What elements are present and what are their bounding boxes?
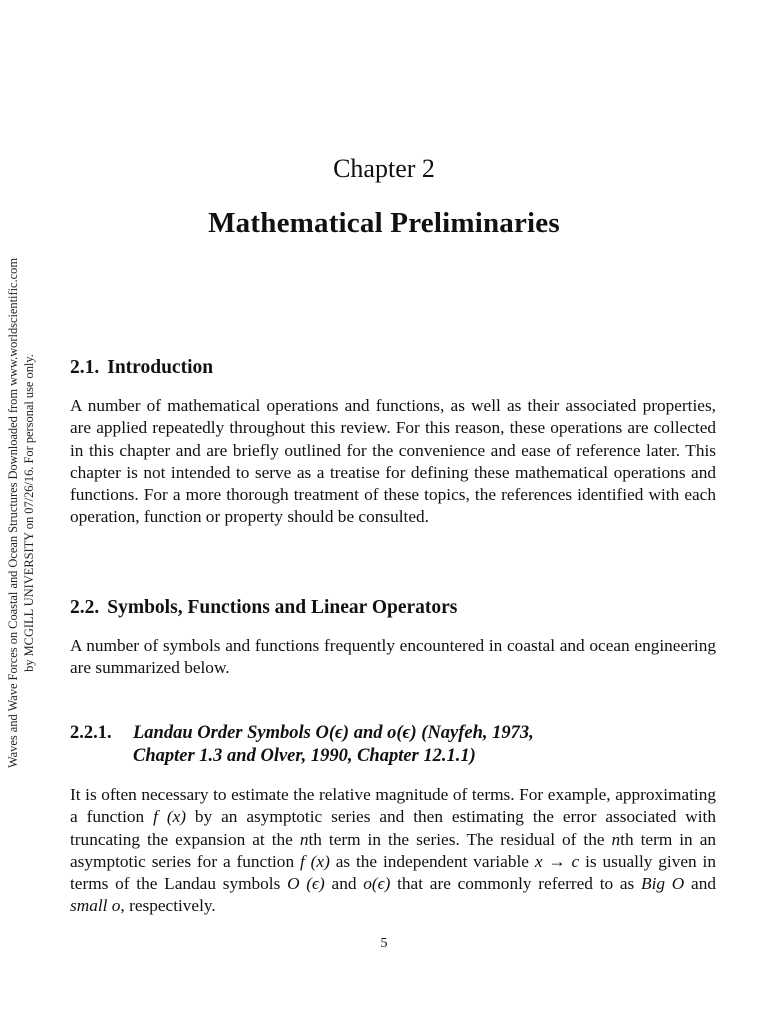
subsection-title-line-2: Chapter 1.3 and Olver, 1990, Chapter 12.1.1) xyxy=(133,746,476,766)
download-notice-line-2: by MCGILL UNIVERSITY on 07/26/16. For personal use only. xyxy=(21,354,36,672)
text-run: , respectively. xyxy=(120,896,216,916)
text-run: and xyxy=(324,874,364,894)
section-number: 2.1. xyxy=(70,357,100,378)
symbols-paragraph: A number of symbols and functions frequently encountered in coastal and ocean engineering are summarized below. xyxy=(70,636,716,678)
math-big-o-epsilon: O (ϵ) xyxy=(287,874,325,894)
text-run: It is often necessary to estimate the relative magnitude of terms. For example, approximating a function xyxy=(70,785,716,827)
section-heading-introduction xyxy=(70,355,720,381)
math-f-of-x: f (x) xyxy=(299,851,330,871)
page-number: 5 xyxy=(380,936,388,951)
term-small-o: small o xyxy=(70,896,121,916)
term-big-o: Big O xyxy=(641,874,685,894)
math-n: n xyxy=(299,829,309,849)
text-run: as the independent variable xyxy=(329,851,535,871)
chapter-label: Chapter 2 xyxy=(333,154,435,183)
text-run: that are commonly referred to as xyxy=(390,874,642,894)
section-title: Symbols, Functions and Linear Operators xyxy=(107,597,458,618)
download-notice xyxy=(6,253,37,773)
text-run: th term in the series. The residual of the xyxy=(308,829,612,849)
section-number: 2.2. xyxy=(70,597,100,618)
text-run: and xyxy=(684,874,716,894)
math-f-of-x: f (x) xyxy=(153,807,187,827)
download-notice-line-1: Waves and Wave Forces on Coastal and Ocean Structures Downloaded from www.worldscientific.com xyxy=(6,258,20,769)
chapter-title: Mathematical Preliminaries xyxy=(208,207,560,239)
subsection-heading-landau xyxy=(70,722,720,768)
section-heading-symbols xyxy=(70,595,720,621)
subsection-number: 2.2.1. xyxy=(70,723,112,743)
text-run: th term in an asymptotic series for a function xyxy=(70,829,717,871)
subsection-title-line-1: Landau Order Symbols O(ϵ) and o(ϵ) (Nayfeh, 1973, xyxy=(133,723,534,743)
introduction-paragraph: A number of mathematical operations and functions, as well as their associated properties, are applied repeatedly throughout this review. For this reason, these operations are collected in this chapter and are briefly outlined for the convenience and ease of reference later. This chapter is not intended to serve as a treatise for defining these mathematical operations and functions. For a more thorough treatment of these topics, the references identified with each operation, function or property should be consulted. xyxy=(70,396,716,527)
section-title: Introduction xyxy=(107,357,214,378)
landau-paragraph xyxy=(70,784,716,918)
text-run: is usually given in terms of the Landau symbols xyxy=(70,851,716,894)
math-x-tends-to-c: x → c xyxy=(534,851,580,871)
math-n: n xyxy=(611,829,621,849)
text-run: by an asymptotic series and then estimating the error associated with truncating the expansion at the xyxy=(70,807,717,849)
math-small-o-epsilon: o(ϵ) xyxy=(363,874,391,894)
